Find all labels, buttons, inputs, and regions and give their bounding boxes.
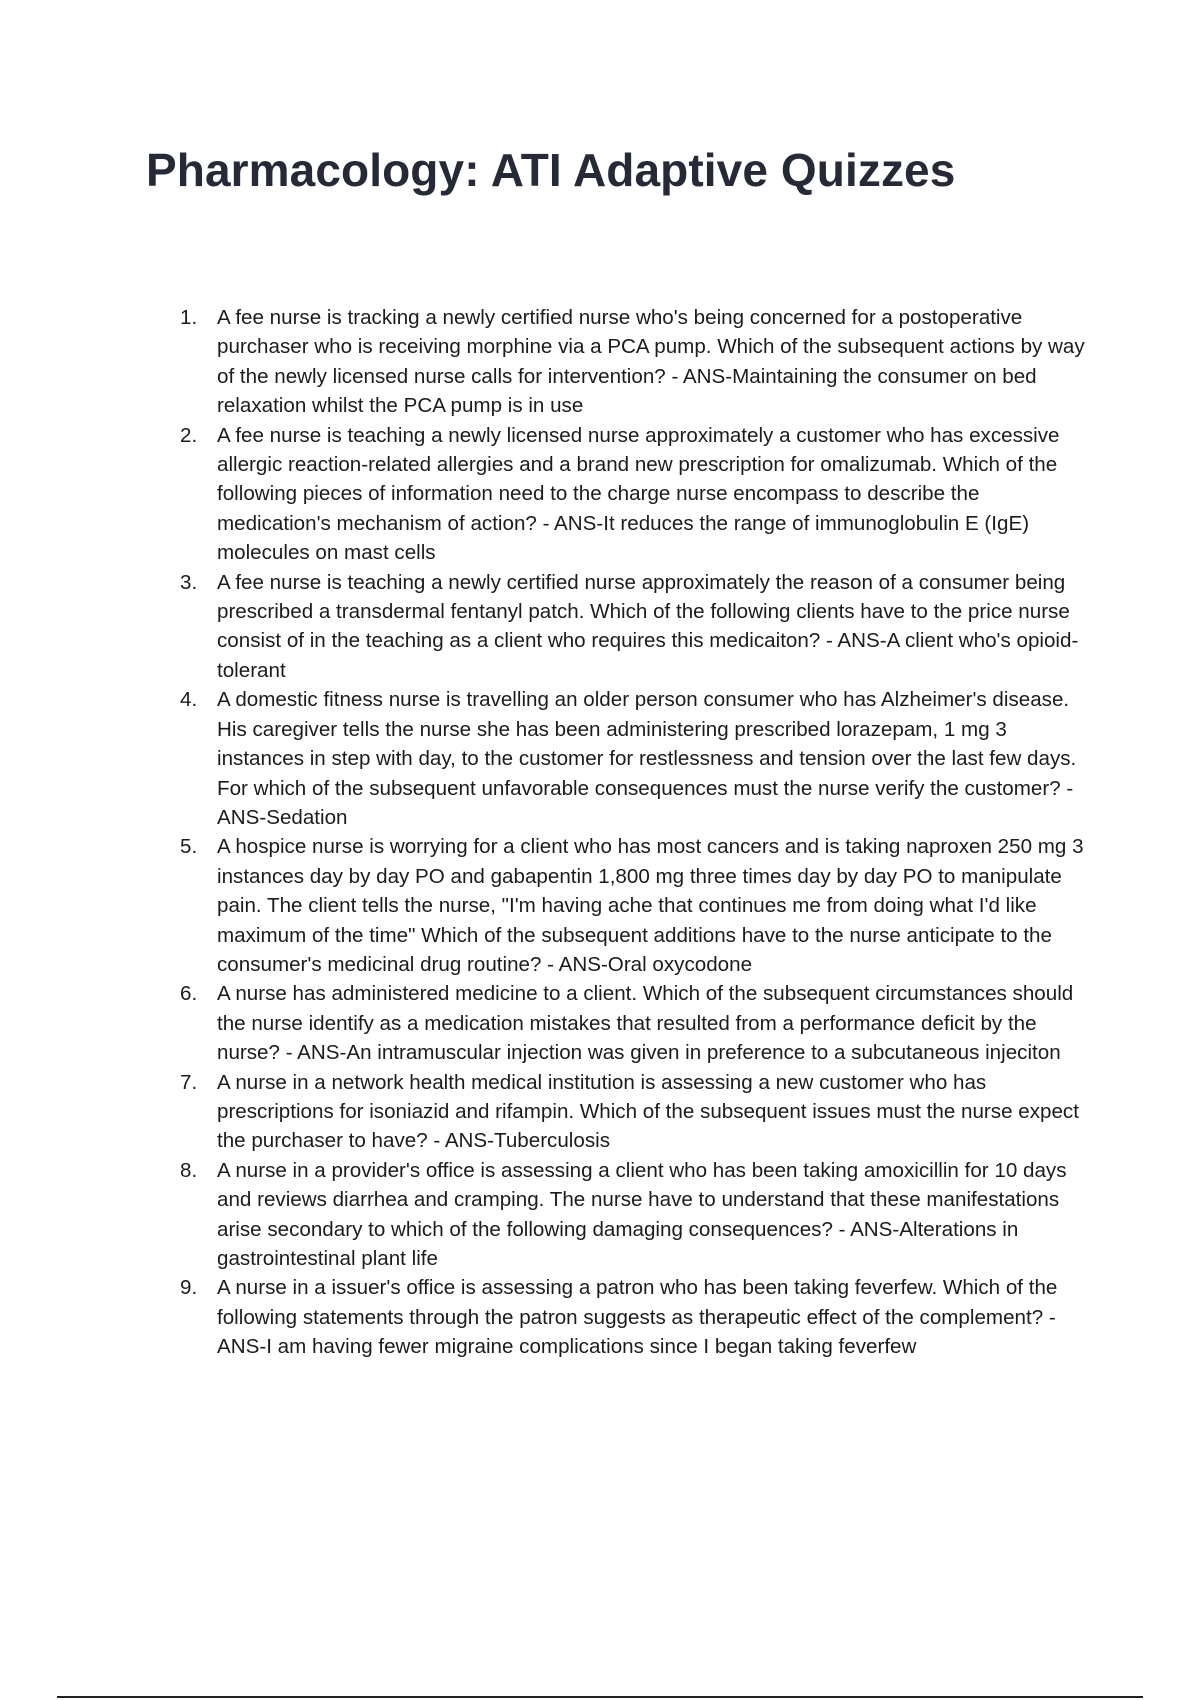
list-item <box>176 1156 1094 1274</box>
item-number: 2. <box>180 423 198 447</box>
question-list <box>176 303 1094 1362</box>
list-item <box>176 979 1094 1067</box>
item-number: 6. <box>180 982 198 1006</box>
item-number: 3. <box>180 570 198 594</box>
list-item <box>176 1068 1094 1156</box>
item-text: A hospice nurse is worrying for a client who has most cancers and is taking naproxen 250 mg 3 instances day by day PO and gabapentin 1,800 mg three times day by day PO to manipulate pain. The client tells the nurse, "I'm having ache that continues me from doing what I'd like maximum of the time" Which of the subsequent additions have to the nurse anticipate to the consumer's medicinal drug routine? - ANS-Oral oxycodone <box>217 835 1084 976</box>
list-item <box>176 1273 1094 1361</box>
item-text: A nurse in a issuer's office is assessing a patron who has been taking feverfew. Which of the following statements through the patron suggests as therapeutic effect of the complement? - ANS-I am having fewer migraine complications since I began taking feverfew <box>217 1276 1058 1359</box>
item-text: A nurse has administered medicine to a client. Which of the subsequent circumstances should the nurse identify as a medication mistakes that resulted from a performance deficit by the nurse? - ANS-An intramuscular injection was given in preference to a subcutaneous injeciton <box>217 982 1074 1065</box>
item-text: A nurse in a network health medical institution is assessing a new customer who has prescriptions for isoniazid and rifampin. Which of the subsequent issues must the nurse expect the purchaser to have? - ANS-Tuberculosis <box>217 1070 1079 1153</box>
item-text: A fee nurse is tracking a newly certified nurse who's being concerned for a postoperative purchaser who is receiving morphine via a PCA pump. Which of the subsequent actions by way of the newly licensed nurse calls for intervention? - ANS-Maintaining the consumer on bed relaxation whilst the PCA pump is in use <box>217 306 1085 418</box>
footer-divider <box>57 1696 1143 1698</box>
item-number: 1. <box>180 306 198 329</box>
item-text: A fee nurse is teaching a newly licensed nurse approximately a customer who has excessive allergic reaction-related allergies and a brand new prescription for omalizumab. Which of the following pieces of information need to the charge nurse encompass to describe the medication's mechanism of action? - ANS-It reduces the range of immunoglobulin E (IgE) molecules on mast cells <box>217 423 1060 565</box>
list-item <box>176 832 1094 979</box>
list-item <box>176 568 1094 686</box>
item-number: 8. <box>180 1158 198 1182</box>
item-text: A nurse in a provider's office is assessing a client who has been taking amoxicillin for 10 days and reviews diarrhea and cramping. The nurse have to understand that these manifestations arise secondary to which of the following damaging consequences? - ANS-Alterations in gastrointestinal plant life <box>217 1158 1067 1270</box>
item-number: 4. <box>180 688 198 712</box>
item-text: A domestic fitness nurse is travelling an older person consumer who has Alzheimer's disease. His caregiver tells the nurse she has been administering prescribed lorazepam, 1 mg 3 instances in step with day, to the customer for restlessness and tension over the last few days. For which of the subsequent unfavorable consequences must the nurse verify the customer? - ANS-Sedation <box>217 688 1077 829</box>
list-item <box>176 421 1094 568</box>
item-number: 5. <box>180 835 198 859</box>
item-number: 9. <box>180 1276 198 1300</box>
item-text: A fee nurse is teaching a newly certified nurse approximately the reason of a consumer being prescribed a transdermal fentanyl patch. Which of the following clients have to the price nurse consist of in the teaching as a client who requires this medicaiton? - ANS-A client who's opioid-tolerant <box>217 570 1079 682</box>
list-item <box>176 303 1094 421</box>
item-number: 7. <box>180 1070 198 1094</box>
page-title: Pharmacology: ATI Adaptive Quizzes <box>146 144 956 196</box>
list-item <box>176 685 1094 832</box>
